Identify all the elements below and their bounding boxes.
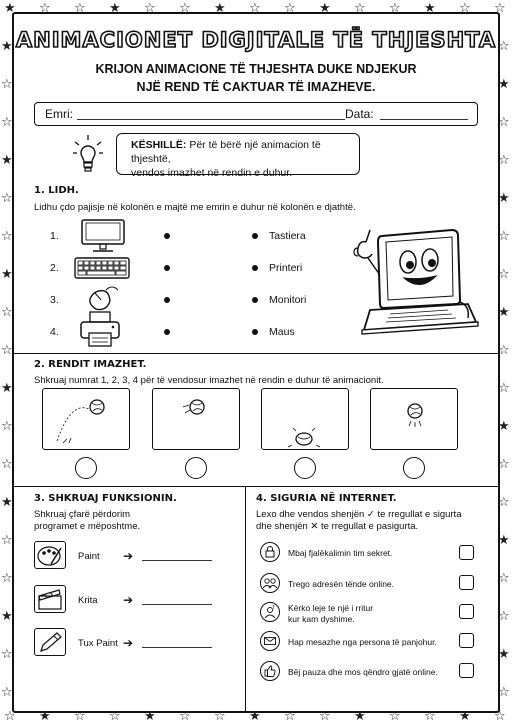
star-icon: ★	[498, 305, 510, 320]
safety-rule-3-line-2: kur kam dyshime.	[288, 614, 355, 624]
star-icon: ★	[319, 1, 331, 16]
program-name-1: Paint	[78, 551, 100, 562]
arrow-icon: ➔	[123, 593, 134, 607]
star-icon: ☆	[284, 1, 296, 16]
lock-icon	[260, 542, 280, 562]
star-icon: ★	[1, 381, 13, 396]
svg-text:?: ?	[272, 605, 275, 611]
date-label: Data:	[345, 107, 374, 121]
envelope-icon	[260, 631, 280, 651]
people-icon	[260, 573, 280, 593]
star-icon: ☆	[74, 709, 86, 724]
page-title: ANIMACIONET DIGJITALE TË THJESHTA	[15, 28, 497, 52]
arrow-icon: ➔	[123, 636, 134, 650]
star-icon: ☆	[1, 77, 13, 92]
subtitle-line-2: NJË REND TË CAKTUAR TË IMAZHEVE.	[136, 80, 376, 94]
star-icon: ☆	[498, 685, 510, 700]
star-icon: ☆	[498, 571, 510, 586]
star-icon: ★	[4, 1, 16, 16]
section-2-title: 2. RENDIT IMAZHET.	[34, 359, 147, 370]
keyboard-icon	[74, 256, 130, 280]
star-icon: ☆	[498, 115, 510, 130]
star-icon: ☆	[1, 685, 13, 700]
device-name-3: Monitori	[269, 294, 307, 306]
star-icon: ★	[1, 39, 13, 54]
subtitle-line-1: KRIJON ANIMACIONE TË THJESHTA DUKE NDJEKUR	[95, 62, 417, 76]
section-divider-1	[14, 353, 498, 354]
star-icon: ☆	[179, 709, 191, 724]
star-icon: ☆	[1, 191, 13, 206]
paint-palette-icon	[34, 541, 66, 569]
star-icon: ☆	[494, 709, 506, 724]
star-icon: ★	[214, 1, 226, 16]
device-number-1: 1.	[50, 230, 59, 242]
animation-frame-3	[261, 388, 349, 450]
section-1-instruction: Lidhu çdo pajisje në kolonën e majtë me emrin e duhur në kolonën e djathtë.	[34, 202, 356, 213]
match-dot-left-3[interactable]	[164, 297, 170, 303]
star-icon: ☆	[389, 1, 401, 16]
order-answer-1[interactable]	[75, 457, 97, 479]
star-icon: ☆	[498, 609, 510, 624]
animation-frame-2	[152, 388, 240, 450]
name-date-box	[34, 102, 478, 126]
star-icon: ☆	[144, 1, 156, 16]
match-dot-right-2[interactable]	[252, 265, 258, 271]
safety-checkbox-3[interactable]	[459, 604, 474, 619]
star-icon: ☆	[424, 709, 436, 724]
tip-text-2: vendos imazhet në rendin e duhur.	[131, 167, 293, 179]
star-icon: ☆	[498, 267, 510, 282]
star-icon: ★	[354, 709, 366, 724]
match-dot-right-1[interactable]	[252, 233, 258, 239]
star-icon: ☆	[1, 305, 13, 320]
star-icon: ★	[1, 495, 13, 510]
star-icon: ☆	[498, 229, 510, 244]
laptop-mascot-icon	[340, 222, 480, 344]
device-name-1: Tastiera	[269, 230, 306, 242]
star-icon: ☆	[249, 1, 261, 16]
star-icon: ★	[498, 533, 510, 548]
arrow-icon: ➔	[123, 549, 134, 563]
star-icon: ★	[109, 1, 121, 16]
safety-rule-4: Hap mesazhe nga persona të panjohur.	[288, 637, 437, 647]
column-divider	[245, 487, 246, 712]
ball-bounce-frame-4-icon	[371, 389, 457, 449]
section-1-title: 1. LIDH.	[34, 185, 79, 196]
section-4-title: 4. SIGURIA NË INTERNET.	[256, 493, 397, 504]
star-icon: ☆	[1, 571, 13, 586]
star-icon: ★	[1, 609, 13, 624]
program-answer-line-3[interactable]	[142, 647, 212, 648]
safety-checkbox-2[interactable]	[459, 575, 474, 590]
star-icon: ★	[1, 153, 13, 168]
date-field[interactable]	[380, 119, 468, 120]
device-name-4: Maus	[269, 326, 295, 338]
program-name-3: Tux Paint	[78, 638, 118, 649]
printer-icon	[78, 310, 122, 348]
lightbulb-icon	[72, 134, 104, 176]
star-icon: ☆	[4, 709, 16, 724]
program-answer-line-2[interactable]	[142, 604, 212, 605]
ball-bounce-frame-1-icon	[43, 389, 129, 449]
device-name-2: Printeri	[269, 262, 303, 274]
section-4-instruction-2: dhe shenjën ✕ te rregullat e pasigurta.	[256, 521, 419, 532]
star-icon: ☆	[494, 1, 506, 16]
star-icon: ☆	[39, 1, 51, 16]
star-icon: ☆	[498, 457, 510, 472]
monitor-icon	[80, 218, 126, 254]
ball-bounce-frame-2-icon	[153, 389, 239, 449]
star-icon: ☆	[319, 709, 331, 724]
section-4-instruction-1: Lexo dhe vendos shenjën ✓ te rregullat e sigurta	[256, 509, 462, 520]
match-dot-left-1[interactable]	[164, 233, 170, 239]
star-icon: ☆	[1, 647, 13, 662]
star-icon: ☆	[1, 419, 13, 434]
order-answer-2[interactable]	[185, 457, 207, 479]
star-icon: ☆	[498, 495, 510, 510]
star-icon: ☆	[1, 457, 13, 472]
star-icon: ☆	[389, 709, 401, 724]
star-icon: ★	[498, 647, 510, 662]
tux-paint-pencil-icon	[34, 628, 66, 656]
star-icon: ☆	[1, 343, 13, 358]
star-icon: ★	[424, 1, 436, 16]
section-3-instruction-2: programet e mëposhtme.	[34, 521, 141, 532]
star-icon: ☆	[109, 709, 121, 724]
tip-text-1: Për të bërë një animacion të thjeshtë,	[131, 139, 321, 165]
star-icon: ☆	[498, 343, 510, 358]
safety-checkbox-1[interactable]	[459, 545, 474, 560]
match-dot-right-3[interactable]	[252, 297, 258, 303]
star-icon: ☆	[179, 1, 191, 16]
thumbs-up-icon	[260, 661, 280, 681]
device-number-2: 2.	[50, 262, 59, 274]
match-dot-left-2[interactable]	[164, 265, 170, 271]
star-icon: ★	[459, 709, 471, 724]
match-dot-left-4[interactable]	[164, 329, 170, 335]
safety-checkbox-5[interactable]	[459, 663, 474, 678]
star-icon: ☆	[74, 1, 86, 16]
star-icon: ★	[144, 709, 156, 724]
section-3-instruction-1: Shkruaj çfarë përdorim	[34, 509, 131, 520]
order-answer-3[interactable]	[294, 457, 316, 479]
star-icon: ☆	[1, 115, 13, 130]
animation-frame-1	[42, 388, 130, 450]
safety-rule-2: Trego adresën tënde online.	[288, 579, 395, 589]
tip-label: KËSHILLË:	[131, 139, 187, 151]
safety-checkbox-4[interactable]	[459, 633, 474, 648]
question-person-icon	[260, 602, 280, 622]
star-icon: ★	[39, 709, 51, 724]
star-icon: ☆	[498, 39, 510, 54]
star-icon: ☆	[498, 153, 510, 168]
star-icon: ★	[1, 267, 13, 282]
match-dot-right-4[interactable]	[252, 329, 258, 335]
animation-frame-4	[370, 388, 458, 450]
safety-rule-1: Mbaj fjalëkalimin tim sekret.	[288, 548, 393, 558]
star-icon: ★	[498, 77, 510, 92]
section-3-title: 3. SHKRUAJ FUNKSIONIN.	[34, 493, 177, 504]
program-answer-line-1[interactable]	[142, 560, 212, 561]
safety-rule-3-line-1: Kërko leje te një i rritur	[288, 603, 374, 613]
star-icon: ☆	[459, 1, 471, 16]
section-divider-2	[14, 486, 498, 487]
device-number-3: 3.	[50, 294, 59, 306]
star-icon: ☆	[214, 709, 226, 724]
star-icon: ☆	[498, 381, 510, 396]
name-label: Emri:	[45, 107, 73, 121]
star-icon: ★	[249, 709, 261, 724]
order-answer-4[interactable]	[403, 457, 425, 479]
program-name-2: Krita	[78, 595, 98, 606]
name-field[interactable]	[77, 119, 345, 120]
ball-bounce-frame-3-icon	[262, 389, 348, 449]
star-icon: ★	[498, 191, 510, 206]
section-2-instruction: Shkruaj numrat 1, 2, 3, 4 për të vendosur imazhet në rendin e duhur të animacionit.	[34, 375, 384, 386]
star-icon: ☆	[1, 229, 13, 244]
krita-clapperboard-icon	[34, 585, 66, 613]
tip-box	[116, 133, 360, 179]
star-icon: ☆	[354, 1, 366, 16]
device-number-4: 4.	[50, 326, 59, 338]
safety-rule-5: Bëj pauza dhe mos qëndro gjatë online.	[288, 667, 438, 677]
star-icon: ★	[498, 419, 510, 434]
star-icon: ☆	[284, 709, 296, 724]
star-icon: ☆	[1, 533, 13, 548]
